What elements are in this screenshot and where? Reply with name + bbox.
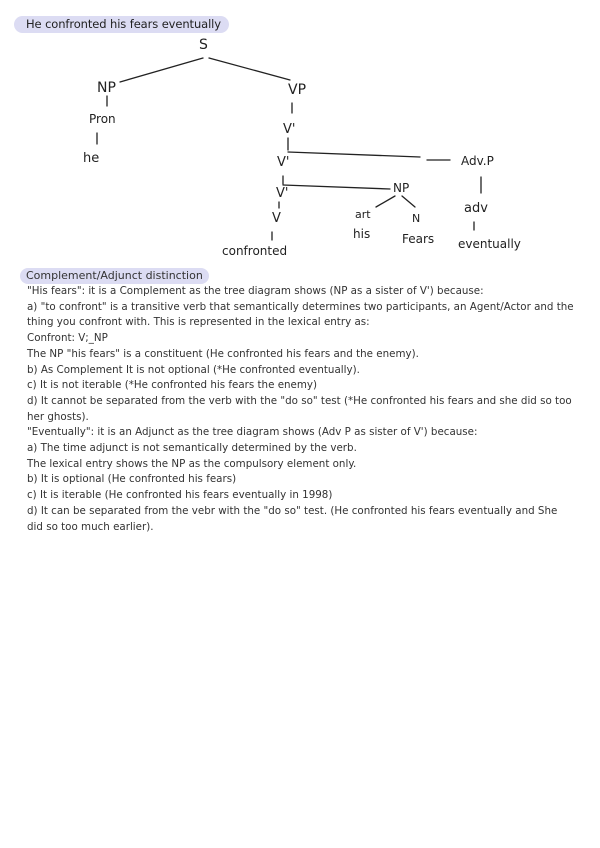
node-v: V	[272, 211, 281, 226]
node-fears: Fears	[402, 232, 435, 246]
page-title: He confronted his fears eventually	[14, 16, 229, 33]
node-confronted: confronted	[222, 244, 288, 258]
node-vbar3: V'	[276, 186, 289, 201]
text-line: c) It is not iterable (*He confronted his fears the enemy)	[27, 379, 318, 392]
node-np: NP	[97, 80, 116, 96]
node-vbar1: V'	[283, 122, 296, 137]
text-line: b) As Complement It is not optional (*He confronted eventually).	[27, 363, 360, 376]
node-vp: VP	[288, 82, 307, 98]
explanation-text	[27, 284, 575, 535]
text-line: The lexical entry shows the NP as the compulsory element only.	[27, 457, 357, 470]
node-n: N	[412, 212, 421, 225]
text-line: The NP "his fears" is a constituent (He confronted his fears and the enemy).	[27, 347, 419, 360]
syntax-tree-diagram	[0, 0, 600, 270]
text-line: a) The time adjunct is not semantically determined by the verb.	[27, 442, 357, 455]
text-line: d) It cannot be separated from the verb with the "do so" test (*He confronted his fears and she did so too her ghosts).	[27, 394, 572, 423]
branch-np2-n	[402, 196, 415, 207]
text-line: "Eventually": it is an Adjunct as the tree diagram shows (Adv P as sister of V') because:	[27, 426, 478, 439]
text-line: c) It is iterable (He confronted his fears eventually in 1998)	[27, 489, 333, 502]
node-s: S	[199, 37, 208, 53]
branch-np2-art	[376, 196, 395, 207]
text-line: a) "to confront" is a transitive verb that semantically determines two participants, an Agent/Actor and the thing you confront with. This is represented in the lexical entry as:	[27, 300, 574, 329]
node-pron: Pron	[89, 112, 116, 126]
node-vbar2: V'	[277, 155, 290, 170]
node-his: his	[353, 227, 371, 241]
section-heading: Complement/Adjunct distinction	[20, 268, 209, 284]
branch-s-np	[120, 58, 203, 82]
text-line: b) It is optional (He confronted his fears)	[27, 473, 237, 486]
node-np2: NP	[393, 181, 410, 195]
node-he: he	[83, 151, 100, 166]
node-adv: adv	[464, 201, 488, 216]
text-line: d) It can be separated from the vebr with the "do so" test. (He confronted his fears eventually and She did so too much earlier).	[27, 504, 558, 533]
node-eventually: eventually	[458, 237, 521, 251]
branch-vbar1-advp	[288, 152, 420, 157]
text-line: "His fears": it is a Complement as the tree diagram shows (NP as a sister of V') because:	[27, 285, 484, 297]
node-art: art	[355, 208, 371, 221]
node-advp: Adv.P	[461, 154, 494, 168]
text-line: Confront: V;_NP	[27, 332, 108, 345]
branch-vbar3-np2	[283, 185, 390, 189]
branch-s-vp	[209, 58, 290, 80]
